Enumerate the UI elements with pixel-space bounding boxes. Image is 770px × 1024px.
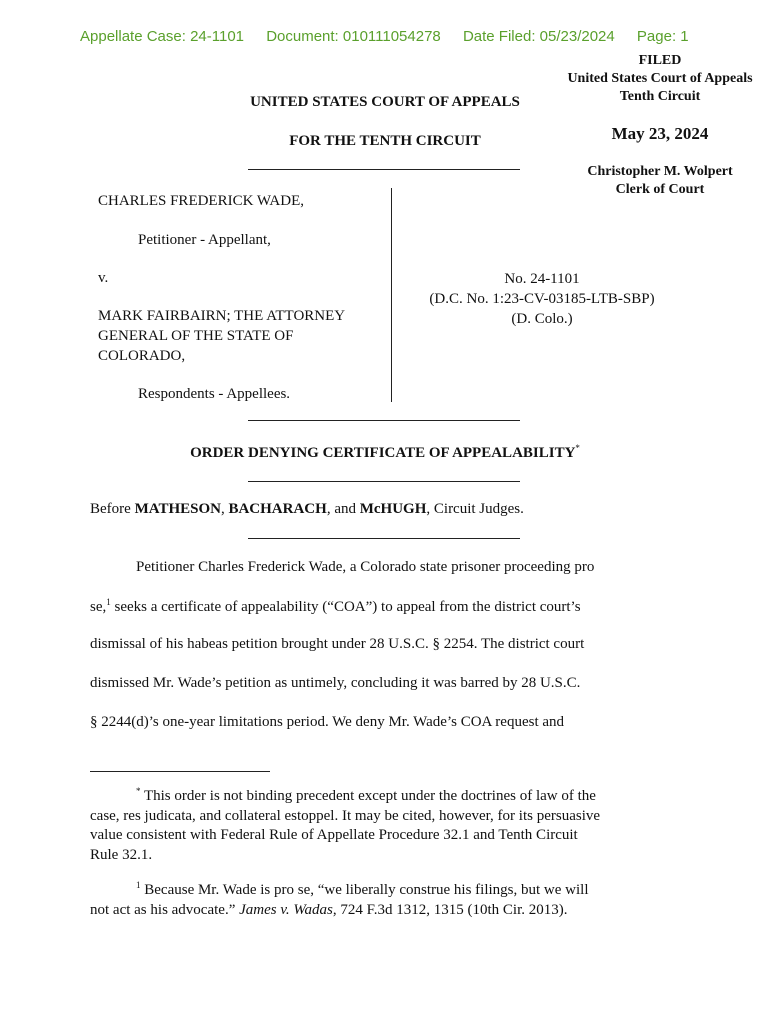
footnote-line xyxy=(90,901,680,921)
footnote-marker: 1 xyxy=(106,597,111,607)
panel-suffix: , Circuit Judges. xyxy=(426,501,524,517)
footnote-line: Rule 32.1. xyxy=(90,846,153,863)
clerk-block xyxy=(540,163,770,199)
footnote-marker: 1 xyxy=(136,880,141,890)
body-line xyxy=(90,597,680,616)
clerk-name: Christopher M. Wolpert xyxy=(587,164,733,179)
filed-circuit: Tenth Circuit xyxy=(619,89,701,104)
footnote-line: value consistent with Federal Rule of Appellate Procedure 32.1 and Tenth Circuit xyxy=(90,827,578,843)
case-info xyxy=(400,269,684,329)
footnote-text: Because Mr. Wade is pro se, “we liberally construe his filings, but we will xyxy=(140,882,589,898)
header-date-filed: Date Filed: 05/23/2024 xyxy=(462,28,615,45)
respondent-role: Respondents - Appellees. xyxy=(138,386,291,402)
header-document: Document: 010111054278 xyxy=(266,28,441,45)
respondent-line: MARK FAIRBAIRN; THE ATTORNEY xyxy=(98,308,346,324)
respondent-line: COLORADO, xyxy=(98,348,186,364)
filed-stamp xyxy=(540,52,770,106)
body-text: se, xyxy=(90,599,107,615)
circuit-title: FOR THE TENTH CIRCUIT xyxy=(289,133,481,149)
body-line: dismissed Mr. Wade’s petition as untimely, concluding it was barred by 28 U.S.C. xyxy=(90,675,581,691)
footnote-line xyxy=(90,782,680,807)
court-title: UNITED STATES COURT OF APPEALS xyxy=(250,94,520,110)
filed-court: United States Court of Appeals xyxy=(567,71,753,86)
clerk-title: Clerk of Court xyxy=(615,182,705,197)
versus: v. xyxy=(98,270,109,286)
footnote-marker: * xyxy=(136,786,141,796)
body-line: Petitioner Charles Frederick Wade, a Colorado state prisoner proceeding pro xyxy=(136,559,595,575)
body-line: § 2244(d)’s one-year limitations period. We deny Mr. Wade’s COA request and xyxy=(90,714,565,730)
footnote-line xyxy=(90,876,680,901)
filing-header xyxy=(80,28,707,45)
filed-date: May 23, 2024 xyxy=(611,124,709,143)
petitioner-role: Petitioner - Appellant, xyxy=(138,232,271,248)
divider xyxy=(248,169,520,170)
panel-line xyxy=(90,501,524,518)
district: (D. Colo.) xyxy=(511,311,573,327)
divider xyxy=(248,481,520,482)
district-case-number: (D.C. No. 1:23-CV-03185-LTB-SBP) xyxy=(429,291,655,307)
respondent-line: GENERAL OF THE STATE OF xyxy=(98,328,294,344)
case-number: No. 24-1101 xyxy=(504,271,580,287)
petitioner-name: CHARLES FREDERICK WADE, xyxy=(98,193,304,209)
case-citation: James v. Wadas xyxy=(239,901,333,918)
filed-label: FILED xyxy=(638,53,682,68)
divider xyxy=(248,538,520,539)
footnote-line: case, res judicata, and collateral estoppel. It may be cited, however, for its persuasive xyxy=(90,807,601,824)
respondents xyxy=(98,306,345,366)
panel-separator: , xyxy=(220,501,229,517)
footnote-divider xyxy=(90,771,270,772)
judge-name: BACHARACH xyxy=(228,501,327,517)
panel-separator: , and xyxy=(326,501,360,517)
divider xyxy=(248,420,520,421)
footnote-text: not act as his advocate.” xyxy=(90,901,240,918)
judge-name: MATHESON xyxy=(134,501,221,517)
body-text: seeks a certificate of appealability (“COA”) to appeal from the district court’s xyxy=(110,599,581,615)
footnote-marker: * xyxy=(575,443,580,453)
body-line: dismissal of his habeas petition brought under 28 U.S.C. § 2254. The district court xyxy=(90,636,585,652)
footnote-1 xyxy=(90,876,680,920)
order-title xyxy=(90,443,680,462)
footnote-star xyxy=(90,782,680,865)
order-title-text: ORDER DENYING CERTIFICATE OF APPEALABILITY xyxy=(190,445,576,461)
header-case: Appellate Case: 24-1101 xyxy=(80,28,245,45)
judge-name: McHUGH xyxy=(359,501,427,517)
footnote-text: , 724 F.3d 1312, 1315 (10th Cir. 2013). xyxy=(332,901,568,918)
caption-divider xyxy=(391,188,392,402)
header-page: Page: 1 xyxy=(636,28,689,45)
panel-prefix: Before xyxy=(90,501,135,517)
footnote-text: This order is not binding precedent except under the doctrines of law of the xyxy=(140,788,596,804)
